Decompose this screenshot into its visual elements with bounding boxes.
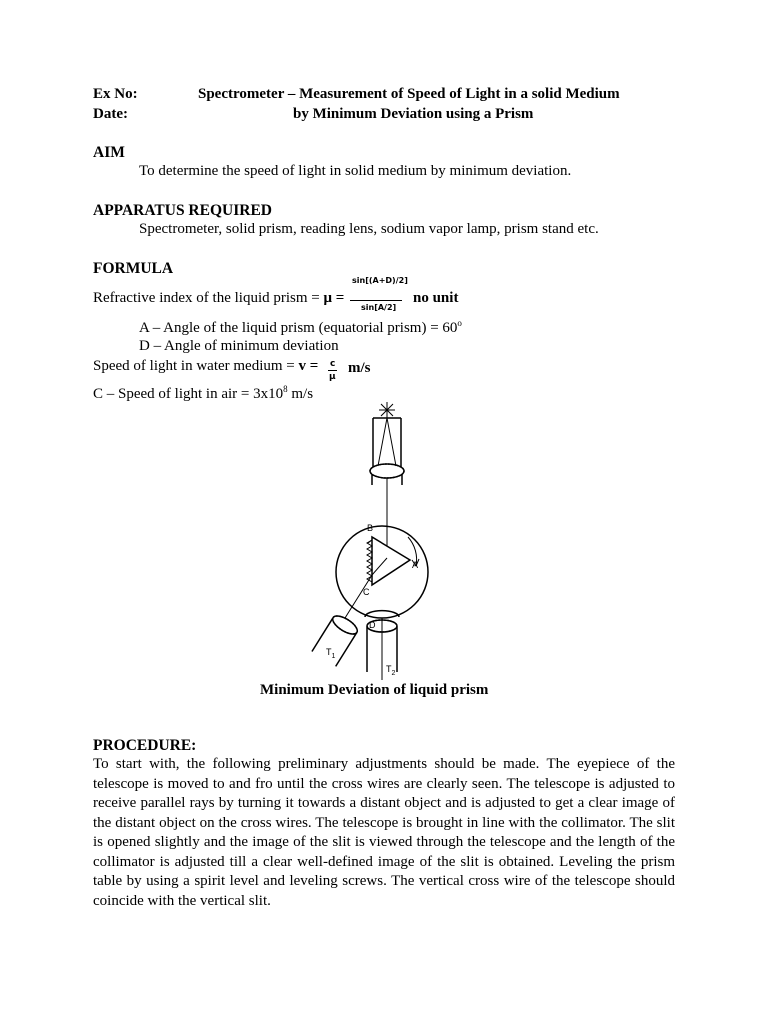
figure-caption: Minimum Deviation of liquid prism [260, 682, 489, 698]
c-definition: C – Speed of light in air = $3x10^8$ m/s [93, 384, 314, 402]
procedure-heading: PROCEDURE: [93, 737, 197, 754]
prism [367, 537, 410, 585]
no-unit-text: no unit [413, 290, 459, 306]
label-a: A [412, 560, 419, 570]
angle-a-definition: A – Angle of the liquid prism (equatorial prism) = $60^o$ [139, 318, 462, 336]
mu-fraction-bar [350, 300, 402, 301]
page-title-line2: by Minimum Deviation using a Prism [293, 106, 534, 122]
refractive-index-prefix: Refractive index of the liquid prism = [93, 290, 324, 306]
label-b: B [367, 523, 374, 533]
mu-symbol: μ = [323, 290, 345, 306]
mu-fraction-denominator: sin[A/2] [361, 303, 397, 312]
light-source-icon [379, 402, 395, 418]
apparatus-text: Spectrometer, solid prism, reading lens, sodium vapor lamp, prism stand etc. [139, 221, 599, 237]
date-label: Date: [93, 106, 128, 122]
aim-heading: AIM [93, 144, 125, 161]
label-t1: $T_1$ [326, 647, 336, 660]
angle-d-definition: D – Angle of minimum deviation [139, 338, 339, 354]
v-fraction-bar [328, 370, 337, 371]
label-c: C [363, 587, 370, 597]
label-d: D [369, 620, 376, 630]
spectrometer-diagram [290, 400, 470, 680]
mu-fraction-numerator: sin[(A+D)/2] [352, 276, 408, 285]
v-symbol: v = [298, 358, 319, 374]
refractive-index-text [93, 290, 344, 307]
procedure-text: To start with, the following preliminary adjustments should be made. The eyepiece of the telescope is moved to and fro until the cross wires are clearly seen. The telescope is adjusted to receive parallel rays by turning it towards a distant object and is adjusted to get a clear image of the distant object on the cross wires. The telescope is brought in line with the collimator. The slit is opened slightly and the image of the slit is viewed through the telescope and the length of the collimator is adjusted till a clear well-defined image of the slit is obtained. Leveling the prism table by using a spirit level and leveling screws. The vertical cross wire of the telescope should coincide with the vertical slit. [93, 756, 675, 909]
page-title-line1: Spectrometer – Measurement of Speed of Light in a solid Medium [198, 86, 620, 102]
collimator [370, 418, 404, 485]
v-fraction-numerator: c [330, 359, 336, 369]
aim-text: To determine the speed of light in solid medium by minimum deviation. [139, 163, 572, 179]
v-fraction-denominator: μ [329, 372, 336, 382]
apparatus-heading: APPARATUS REQUIRED [93, 202, 272, 219]
label-t2: $T_2$ [386, 664, 396, 677]
speed-formula-text: Speed of light in water medium = v = [93, 358, 319, 374]
ex-no-label: Ex No: [93, 86, 138, 102]
formula-heading: FORMULA [93, 260, 174, 277]
telescope-t1 [312, 612, 360, 666]
speed-unit: m/s [348, 360, 371, 376]
